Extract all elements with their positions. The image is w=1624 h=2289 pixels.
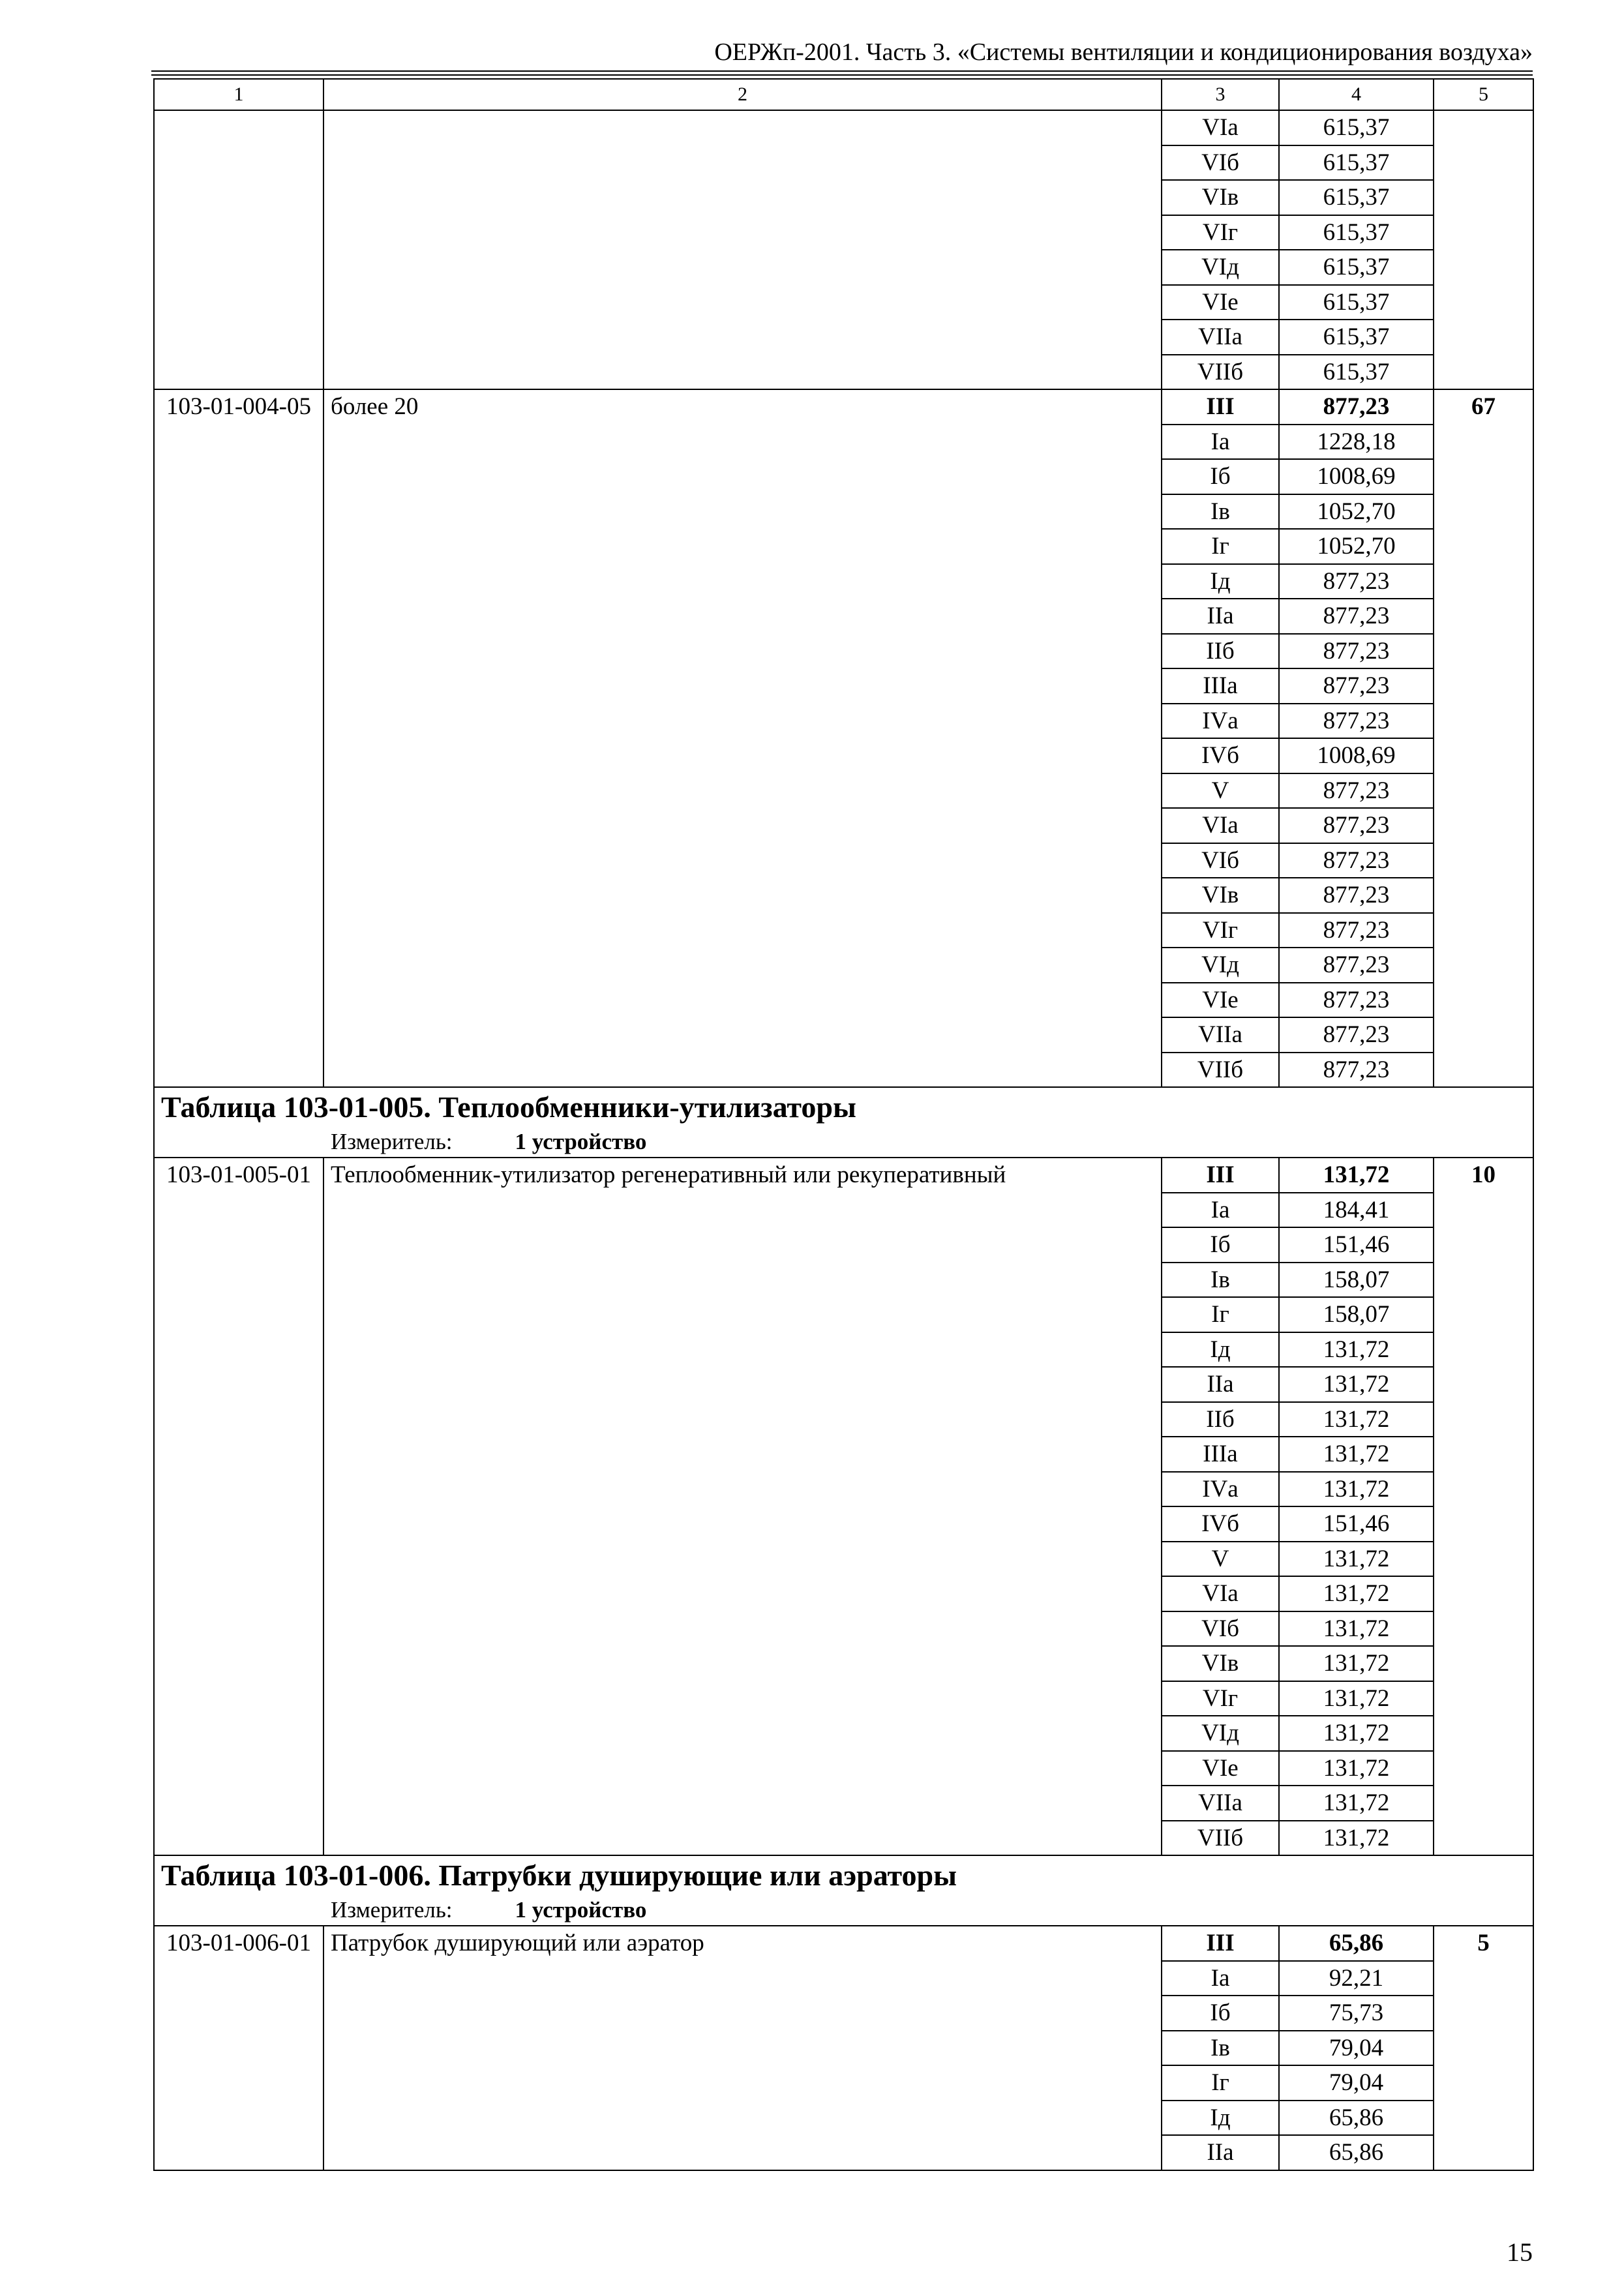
rate-value: 158,07 <box>1279 1297 1434 1332</box>
rate-value: 92,21 <box>1279 1961 1434 1996</box>
zone-code: IVб <box>1162 1506 1279 1542</box>
rate-value: 131,72 <box>1279 1716 1434 1751</box>
rate-value: 615,37 <box>1279 215 1434 250</box>
column-number: 1 <box>154 79 323 110</box>
rate-value: 877,23 <box>1279 1053 1434 1088</box>
zone-code: IIб <box>1162 1402 1279 1437</box>
zone-code: Iг <box>1162 1297 1279 1332</box>
zone-code: VIIа <box>1162 320 1279 355</box>
rate-value: 131,72 <box>1279 1646 1434 1681</box>
rate-value: 184,41 <box>1279 1193 1434 1228</box>
table-row <box>154 389 1533 425</box>
zone-code: VIб <box>1162 843 1279 878</box>
zone-code: Iа <box>1162 1961 1279 1996</box>
header-rule <box>151 70 1533 72</box>
zone-code: VIд <box>1162 948 1279 983</box>
rate-value: 1008,69 <box>1279 738 1434 773</box>
zone-code: IIб <box>1162 634 1279 669</box>
zone-code: Iд <box>1162 1332 1279 1368</box>
zone-code: IIа <box>1162 1367 1279 1402</box>
zone-code: Iа <box>1162 425 1279 460</box>
rate-value: 877,23 <box>1279 389 1434 425</box>
zone-code: IVа <box>1162 1472 1279 1507</box>
item-col5: 67 <box>1434 389 1533 1087</box>
rate-value: 615,37 <box>1279 145 1434 181</box>
item-name: Теплообменник-утилизатор регенеративный или рекуперативный <box>323 1158 1162 1855</box>
rate-value: 131,72 <box>1279 1158 1434 1193</box>
rate-value: 877,23 <box>1279 948 1434 983</box>
rate-value: 615,37 <box>1279 110 1434 145</box>
table-row <box>154 1158 1533 1193</box>
zone-code: VIд <box>1162 1716 1279 1751</box>
page-number: 15 <box>1507 2237 1533 2267</box>
section-header <box>154 1087 1533 1158</box>
zone-code: III <box>1162 1926 1279 1961</box>
zone-code: VIа <box>1162 808 1279 843</box>
unit-value: 1 устройство <box>515 1897 647 1922</box>
zone-code: VIе <box>1162 1751 1279 1786</box>
zone-code: Iв <box>1162 494 1279 530</box>
rate-value: 1008,69 <box>1279 459 1434 494</box>
item-code: 103-01-005-01 <box>154 1158 323 1855</box>
rate-value: 877,23 <box>1279 808 1434 843</box>
rate-value: 877,23 <box>1279 634 1434 669</box>
table-row <box>154 110 1533 145</box>
rate-value: 877,23 <box>1279 704 1434 739</box>
item-name: Патрубок душирующий или аэратор <box>323 1926 1162 2170</box>
rate-value: 877,23 <box>1279 668 1434 704</box>
item-code: 103-01-006-01 <box>154 1926 323 2170</box>
item-name <box>323 110 1162 389</box>
rate-value: 65,86 <box>1279 2135 1434 2170</box>
zone-code: VIб <box>1162 1611 1279 1647</box>
rate-value: 131,72 <box>1279 1576 1434 1611</box>
section-title: Таблица 103-01-006. Патрубки душирующие или аэраторы <box>161 1859 957 1892</box>
zone-code: Iб <box>1162 1996 1279 2031</box>
zone-code: IIа <box>1162 599 1279 634</box>
rate-value: 65,86 <box>1279 2101 1434 2136</box>
column-number: 2 <box>323 79 1162 110</box>
zone-code: VIIб <box>1162 1053 1279 1088</box>
rate-value: 131,72 <box>1279 1786 1434 1821</box>
rate-value: 131,72 <box>1279 1611 1434 1647</box>
item-code <box>154 110 323 389</box>
zone-code: VIIб <box>1162 355 1279 390</box>
rate-value: 65,86 <box>1279 1926 1434 1961</box>
unit-value: 1 устройство <box>515 1129 647 1154</box>
zone-code: IIIа <box>1162 1437 1279 1472</box>
zone-code: VIг <box>1162 913 1279 948</box>
zone-code: VIа <box>1162 1576 1279 1611</box>
zone-code: III <box>1162 389 1279 425</box>
zone-code: III <box>1162 1158 1279 1193</box>
column-number: 3 <box>1162 79 1279 110</box>
item-col5: 5 <box>1434 1926 1533 2170</box>
table-row <box>154 1926 1533 1961</box>
zone-code: VIг <box>1162 1681 1279 1716</box>
rate-value: 877,23 <box>1279 1017 1434 1053</box>
zone-code: Iа <box>1162 1193 1279 1228</box>
rate-value: 615,37 <box>1279 180 1434 215</box>
section-header <box>154 1855 1533 1926</box>
zone-code: VIIа <box>1162 1017 1279 1053</box>
rate-value: 877,23 <box>1279 773 1434 809</box>
rate-value: 131,72 <box>1279 1542 1434 1577</box>
rate-value: 79,04 <box>1279 2031 1434 2066</box>
rate-value: 877,23 <box>1279 983 1434 1018</box>
rate-value: 151,46 <box>1279 1227 1434 1263</box>
zone-code: VIв <box>1162 180 1279 215</box>
header-rule <box>151 74 1533 76</box>
zone-code: V <box>1162 1542 1279 1577</box>
zone-code: VIв <box>1162 1646 1279 1681</box>
rate-value: 151,46 <box>1279 1506 1434 1542</box>
zone-code: V <box>1162 773 1279 809</box>
zone-code: IVб <box>1162 738 1279 773</box>
rate-value: 877,23 <box>1279 843 1434 878</box>
rates-table <box>153 78 1534 2171</box>
rate-value: 131,72 <box>1279 1332 1434 1368</box>
page-header-title: ОЕРЖп-2001. Часть 3. «Системы вентиляции и кондиционирования воздуха» <box>714 38 1533 66</box>
rate-value: 1052,70 <box>1279 494 1434 530</box>
rate-value: 79,04 <box>1279 2065 1434 2101</box>
item-col5 <box>1434 110 1533 389</box>
rate-value: 615,37 <box>1279 320 1434 355</box>
zone-code: Iв <box>1162 1263 1279 1298</box>
zone-code: Iв <box>1162 2031 1279 2066</box>
zone-code: Iб <box>1162 459 1279 494</box>
zone-code: VIб <box>1162 145 1279 181</box>
zone-code: VIIа <box>1162 1786 1279 1821</box>
zone-code: IIа <box>1162 2135 1279 2170</box>
zone-code: VIIб <box>1162 1821 1279 1856</box>
column-number: 4 <box>1279 79 1434 110</box>
zone-code: VIе <box>1162 285 1279 320</box>
zone-code: Iг <box>1162 529 1279 564</box>
rate-value: 131,72 <box>1279 1437 1434 1472</box>
rate-value: 75,73 <box>1279 1996 1434 2031</box>
rate-value: 615,37 <box>1279 355 1434 390</box>
rate-value: 877,23 <box>1279 599 1434 634</box>
rate-value: 131,72 <box>1279 1681 1434 1716</box>
column-number-row <box>154 79 1533 110</box>
rate-value: 877,23 <box>1279 913 1434 948</box>
section-title: Таблица 103-01-005. Теплообменники-утилизаторы <box>161 1090 856 1124</box>
zone-code: Iб <box>1162 1227 1279 1263</box>
rate-value: 131,72 <box>1279 1472 1434 1507</box>
zone-code: VIд <box>1162 250 1279 285</box>
column-number: 5 <box>1434 79 1533 110</box>
rate-value: 131,72 <box>1279 1367 1434 1402</box>
zone-code: IVа <box>1162 704 1279 739</box>
section-header-row <box>154 1855 1533 1926</box>
zone-code: Iд <box>1162 564 1279 599</box>
rate-value: 131,72 <box>1279 1402 1434 1437</box>
zone-code: Iд <box>1162 2101 1279 2136</box>
rate-value: 615,37 <box>1279 285 1434 320</box>
zone-code: VIа <box>1162 110 1279 145</box>
section-unit <box>161 1895 1526 1925</box>
section-header-row <box>154 1087 1533 1158</box>
item-name: более 20 <box>323 389 1162 1087</box>
rate-value: 615,37 <box>1279 250 1434 285</box>
zone-code: Iг <box>1162 2065 1279 2101</box>
zone-code: IIIа <box>1162 668 1279 704</box>
rate-value: 877,23 <box>1279 878 1434 913</box>
unit-label: Измеритель: <box>331 1897 453 1922</box>
unit-label: Измеритель: <box>331 1129 453 1154</box>
item-code: 103-01-004-05 <box>154 389 323 1087</box>
rate-value: 1052,70 <box>1279 529 1434 564</box>
rate-value: 131,72 <box>1279 1751 1434 1786</box>
rate-value: 131,72 <box>1279 1821 1434 1856</box>
rate-value: 158,07 <box>1279 1263 1434 1298</box>
item-col5: 10 <box>1434 1158 1533 1855</box>
section-unit <box>161 1127 1526 1157</box>
zone-code: VIг <box>1162 215 1279 250</box>
zone-code: VIв <box>1162 878 1279 913</box>
zone-code: VIе <box>1162 983 1279 1018</box>
rate-value: 1228,18 <box>1279 425 1434 460</box>
rate-value: 877,23 <box>1279 564 1434 599</box>
